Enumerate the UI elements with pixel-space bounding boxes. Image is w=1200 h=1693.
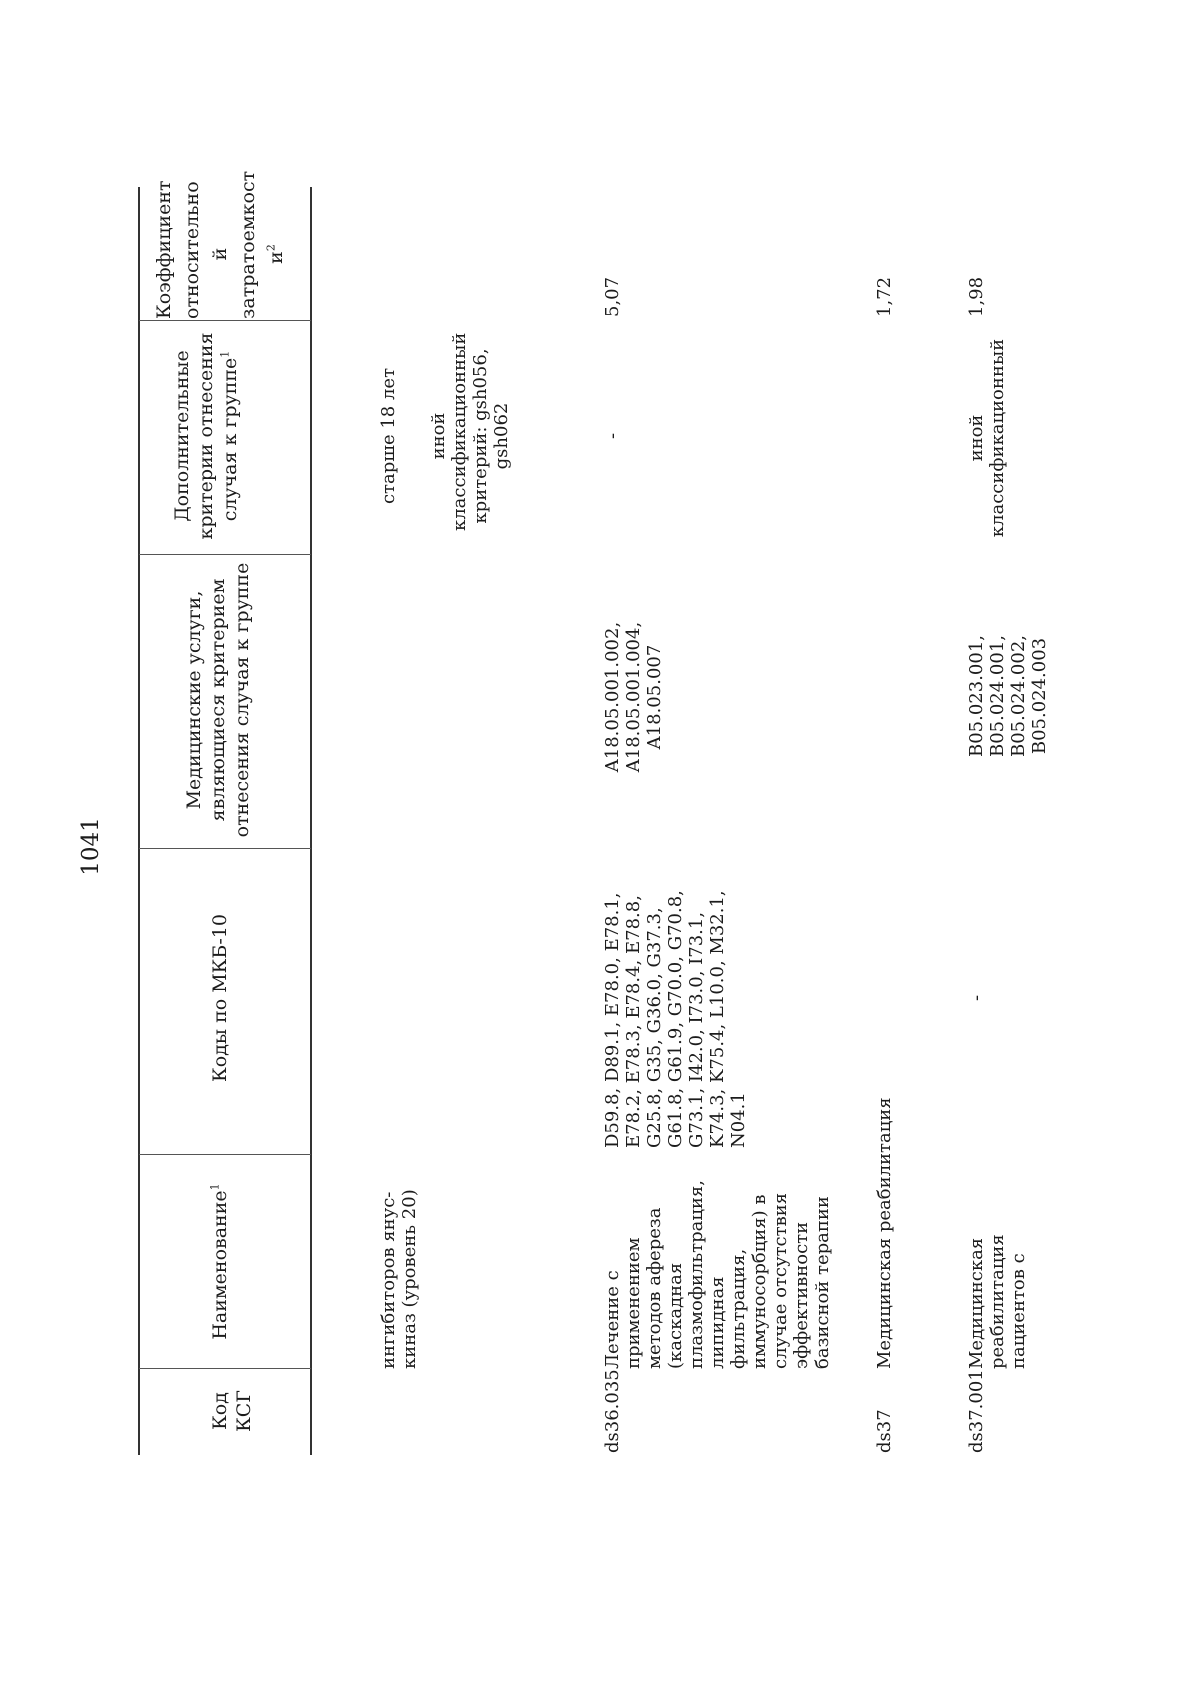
row2-name: Лечение с применением методов афереза (каскадная плазмофильтрация, липидная фильтрация, иммуносорбция) в случае отсутствия эффективности базисной терапии — [602, 1180, 833, 1369]
table-top-rule — [138, 187, 140, 1455]
row4-code: ds37.001 — [966, 1369, 987, 1453]
row3-coef: 1,72 — [874, 276, 895, 317]
row2-mkb: D59.8, D89.1, E78.0, E78.1, E78.2, E78.3, E78.4, E78.8, G25.8, G35, G36.0, G37.3, G61.8, G61.9, G70.0, G70.8, G73.1, I42.0, I73.0, I73.1, K74.3, K75.4, L10.0, M32.1, N04.1 — [602, 890, 749, 1148]
row4-services: B05.023.001, B05.024.001, B05.024.002, B05.024.003 — [966, 635, 1050, 758]
header-bottom-rule — [310, 187, 312, 1455]
row3-code: ds37 — [874, 1409, 895, 1453]
row1-criteria-age: старше 18 лет — [378, 367, 399, 505]
row1-name: ингибиторов янус-киназ (уровень 20) — [378, 1189, 420, 1369]
row4-mkb: - — [966, 994, 987, 1002]
row4-name: Медицинская реабилитация пациентов с — [966, 1234, 1029, 1369]
header-name: Наименование$^1$ — [208, 1183, 231, 1340]
row2-criteria: - — [602, 432, 623, 440]
header-services: Медицинские услуги, являющиеся критерием отнесения случая к группе — [183, 562, 253, 838]
row3-name: Медицинская реабилитация — [874, 1097, 895, 1369]
row2-coef: 5,07 — [602, 276, 623, 317]
row1-criteria-classifier: иной классификационный критерий: gsh056, gsh062 — [428, 332, 512, 531]
row4-criteria: иной классификационный — [966, 338, 1008, 538]
header-criteria: Дополнительные критерии отнесения случая к группе$^1$ — [171, 332, 241, 540]
row2-code: ds36.035 — [602, 1369, 623, 1453]
row2-services: A18.05.001.002, A18.05.001.004, A18.05.007 — [602, 621, 665, 773]
header-mkb: Коды по МКБ-10 — [209, 914, 231, 1082]
row4-coef: 1,98 — [966, 276, 987, 317]
header-code: Код КСГ — [209, 1390, 255, 1432]
page-number: 1041 — [78, 817, 104, 876]
header-coef: Коэффициент относительно й затратоемкост $и^2$ — [153, 170, 287, 319]
